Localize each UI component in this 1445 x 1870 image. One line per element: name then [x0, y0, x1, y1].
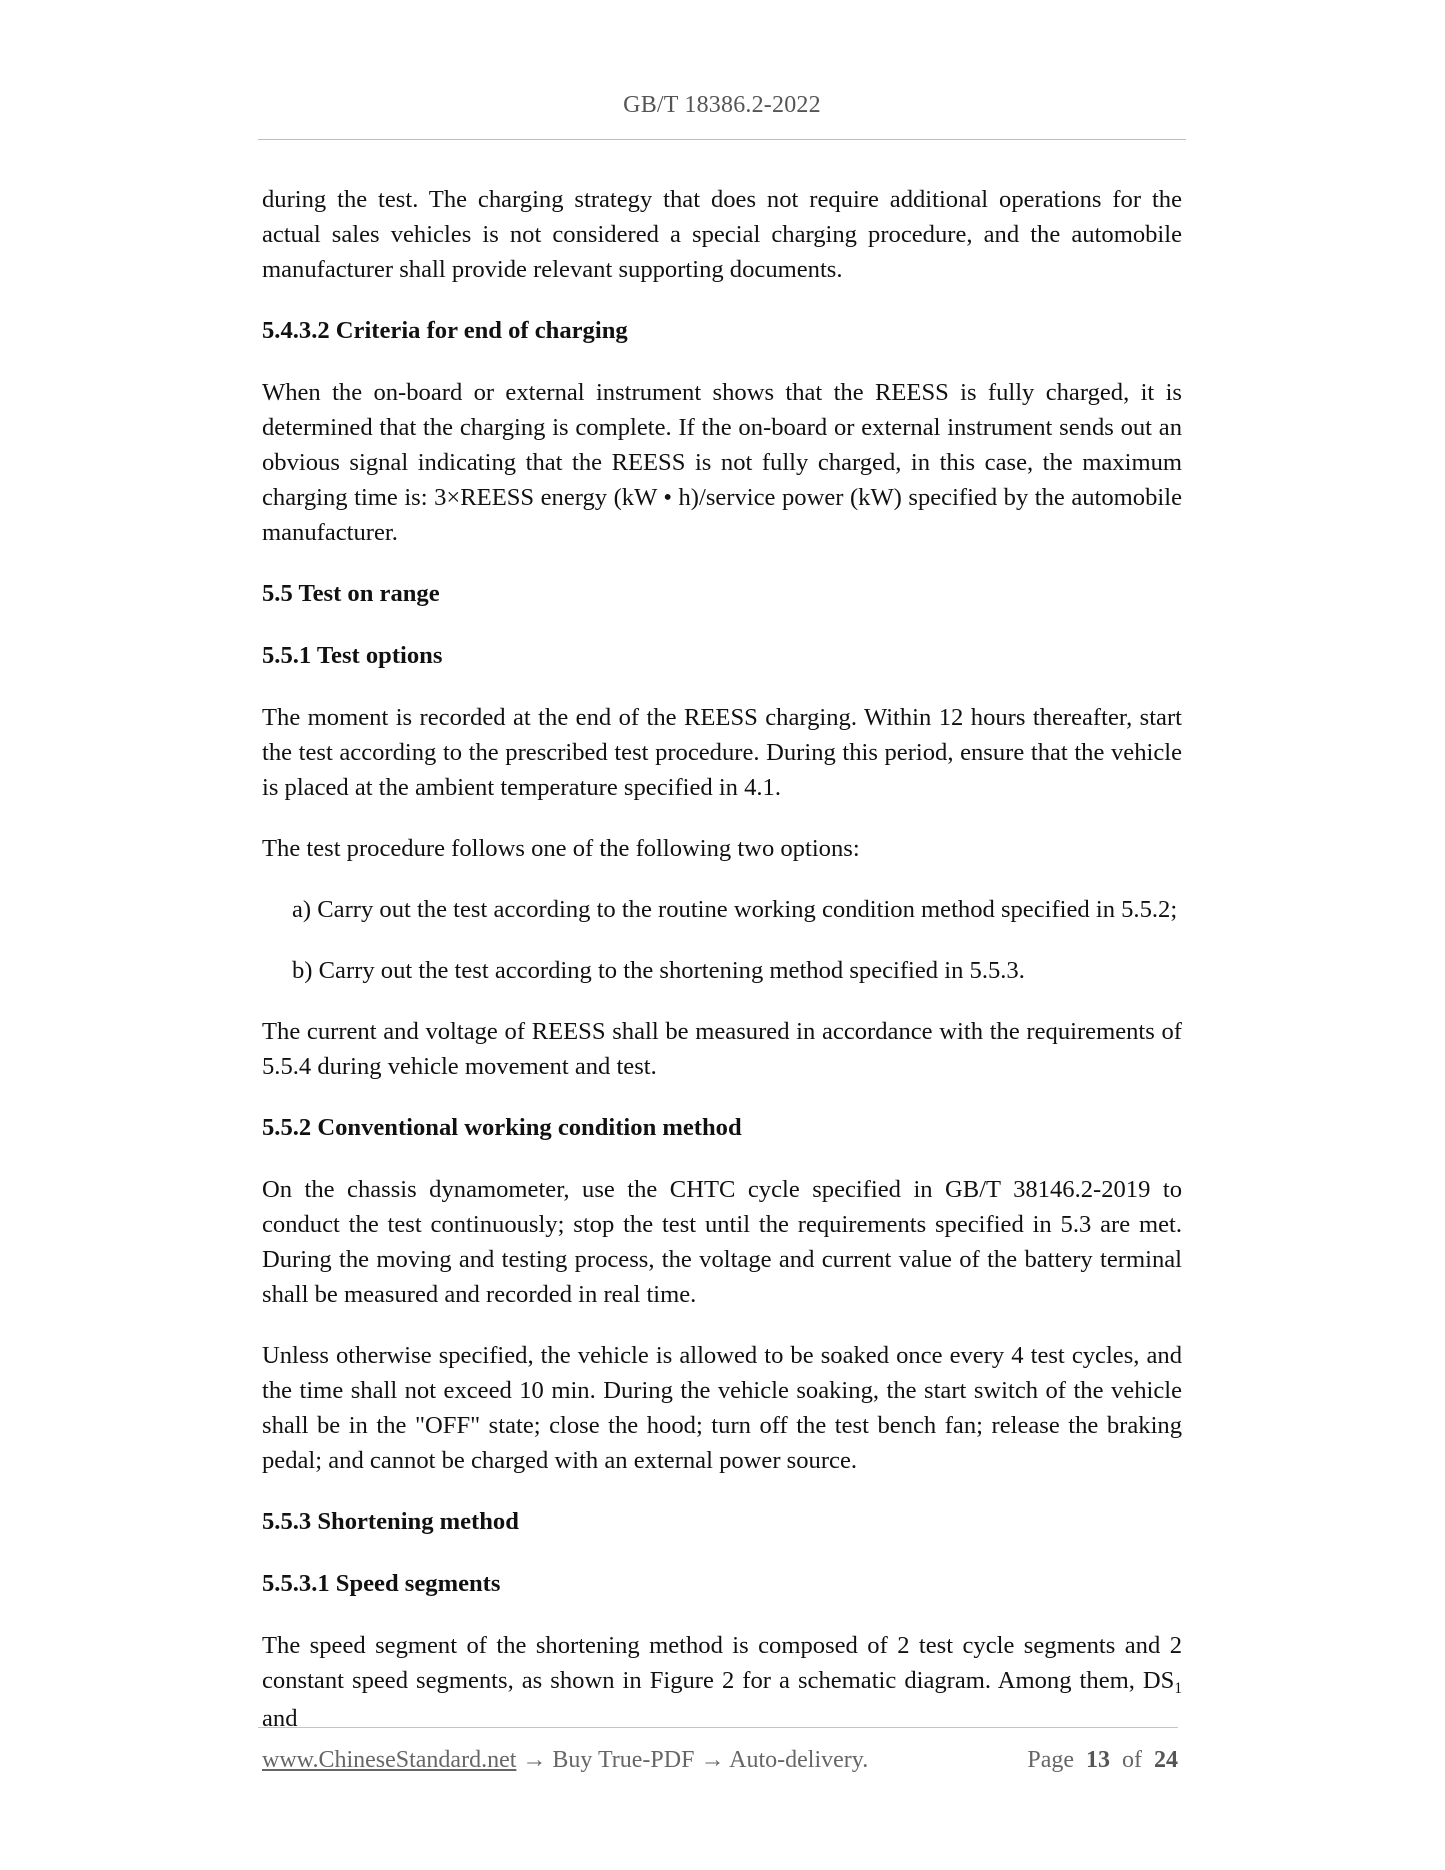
paragraph-current-voltage: The current and voltage of REESS shall be measured in accordance with the requirements of 5.5.4 during vehicle movement and test.: [262, 1018, 1182, 1080]
ds-subscript: 1: [1174, 1680, 1182, 1697]
heading-5-5: 5.5 Test on range: [262, 580, 440, 607]
of-label: of: [1122, 1747, 1142, 1773]
page-indicator: [1027, 1747, 1178, 1774]
paragraph-test-options: The moment is recorded at the end of the REESS charging. Within 12 hours thereafter, start the test according to the prescribed test procedure. During this period, ensure that the vehicle is placed at the ambient temperature specified in 4.1.: [262, 704, 1182, 801]
heading-5-4-3-2: 5.4.3.2 Criteria for end of charging: [262, 317, 628, 344]
document-body: [262, 182, 1182, 1762]
paragraph-soaking: Unless otherwise specified, the vehicle is allowed to be soaked once every 4 test cycles, and the time shall not exceed 10 min. During the vehicle soaking, the start switch of the vehicle shall be in the "OFF" state; close the hood; turn off the test bench fan; release the braking pedal; and cannot be charged with an external power source.: [262, 1342, 1182, 1474]
paragraph-end-of-charging: When the on-board or external instrument shows that the REESS is fully charged, it is determined that the charging is complete. If the on-board or external instrument sends out an obvious signal indicating that the REESS is not fully charged, in this case, the maximum charging time is: 3×REESS energy (kW • h)/service power (kW) specified by the automobile manufacturer.: [262, 379, 1182, 546]
heading-5-5-1: 5.5.1 Test options: [262, 642, 443, 669]
delivery-text: Auto-delivery.: [729, 1747, 869, 1773]
heading-5-5-3-1: 5.5.3.1 Speed segments: [262, 1570, 501, 1597]
paragraph-chassis-dynamometer: On the chassis dynamometer, use the CHTC cycle specified in GB/T 38146.2-2019 to conduct the test continuously; stop the test until the requirements specified in 5.3 are met. During the moving and testing process, the voltage and current value of the battery terminal shall be measured and recorded in real time.: [262, 1176, 1182, 1308]
document-code: GB/T 18386.2-2022: [623, 92, 821, 118]
paragraph-speed-segments: [262, 1628, 1182, 1736]
current-page-number: 13: [1086, 1747, 1110, 1773]
list-item-b: b) Carry out the test according to the shortening method specified in 5.5.3.: [292, 957, 1025, 984]
speed-segments-tail: and: [262, 1705, 298, 1732]
arrow-icon: →: [700, 1747, 725, 1773]
arrow-icon: →: [522, 1747, 547, 1773]
list-item-a: a) Carry out the test according to the routine working condition method specified in 5.5.2;: [292, 896, 1178, 923]
website-link[interactable]: www.ChineseStandard.net: [262, 1747, 517, 1773]
page-header: [258, 92, 1186, 119]
total-pages-number: 24: [1154, 1747, 1178, 1773]
header-divider: [258, 139, 1186, 140]
heading-5-5-2: 5.5.2 Conventional working condition method: [262, 1114, 742, 1141]
paragraph-charging-strategy: during the test. The charging strategy that does not require additional operations for the actual sales vehicles is not considered a special charging procedure, and the automobile manufacturer shall provide relevant supporting documents.: [262, 186, 1182, 283]
paragraph-procedure-options: The test procedure follows one of the following two options:: [262, 835, 860, 862]
speed-segments-text: The speed segment of the shortening method is composed of 2 test cycle segments and 2 constant speed segments, as shown in Figure 2 for a schematic diagram. Among them, DS: [262, 1632, 1182, 1694]
footer-divider: [258, 1727, 1178, 1728]
heading-5-5-3: 5.5.3 Shortening method: [262, 1508, 519, 1535]
buy-pdf-text: Buy True-PDF: [552, 1747, 695, 1773]
page-label: Page: [1027, 1747, 1074, 1773]
footer-promo: [262, 1747, 868, 1774]
